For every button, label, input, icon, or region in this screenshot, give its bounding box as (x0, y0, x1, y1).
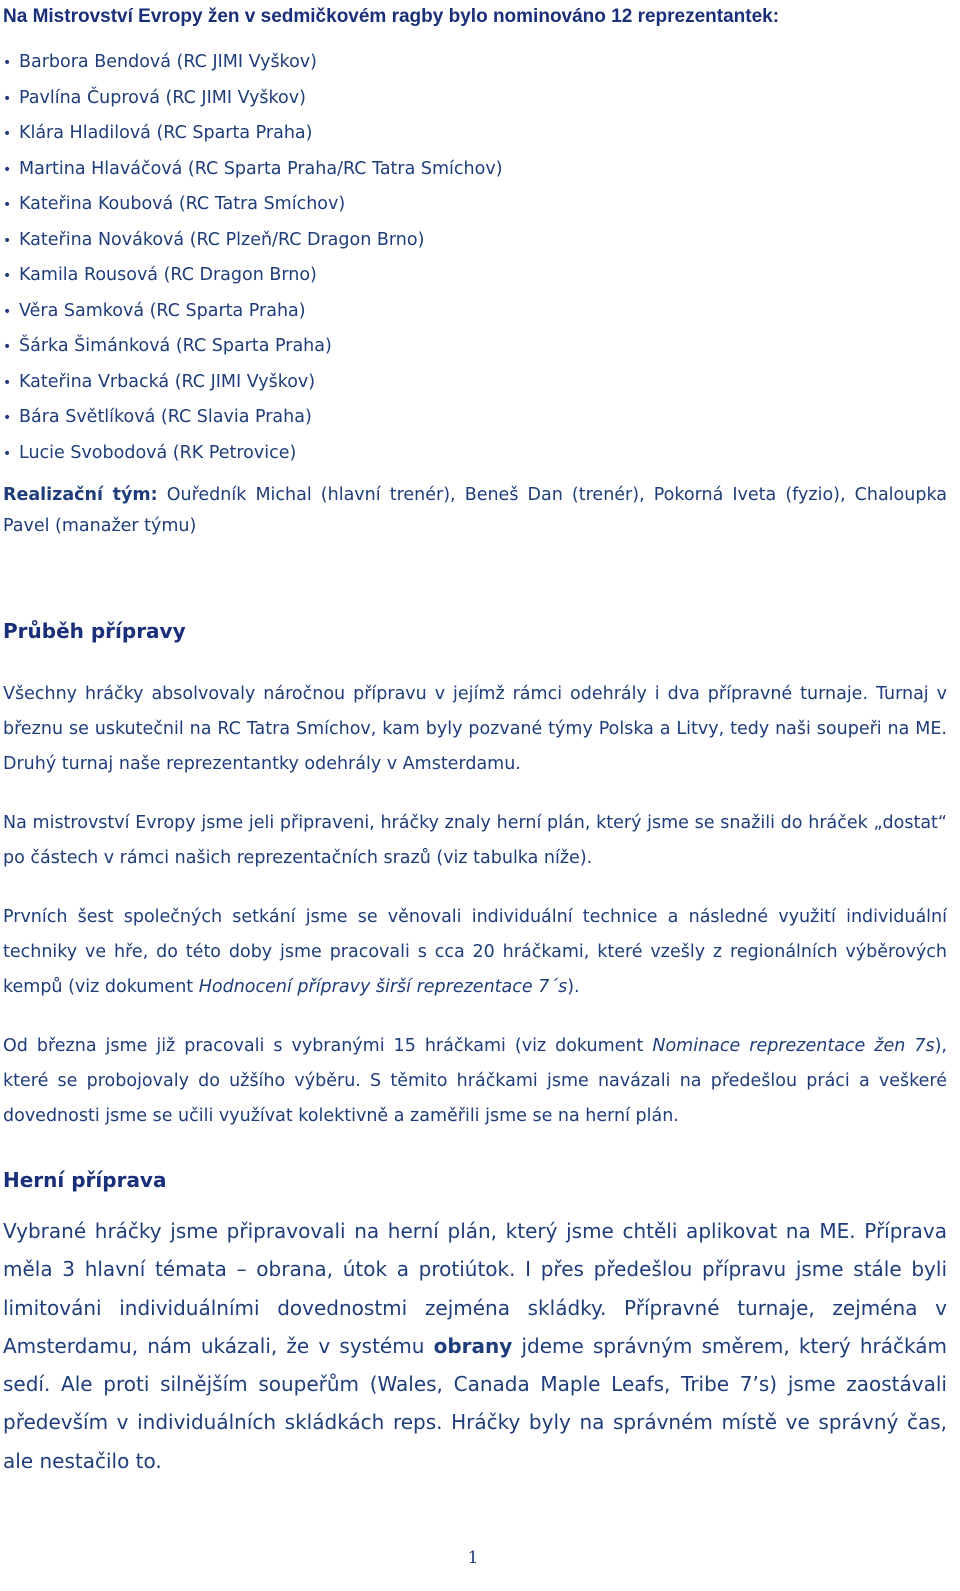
player-name: Kateřina Vrbacká (RC JIMI Vyškov) (19, 371, 316, 392)
bullet-icon: • (3, 197, 12, 213)
player-name: Pavlína Čuprová (RC JIMI Vyškov) (19, 87, 306, 108)
bullet-icon: • (3, 232, 12, 249)
player-name: Věra Samková (RC Sparta Praha) (19, 300, 306, 321)
list-item (3, 261, 503, 297)
player-name: Barbora Bendová (RC JIMI Vyškov) (19, 52, 317, 72)
player-name: Kateřina Nováková (RC Plzeň/RC Dragon Brno) (19, 229, 425, 250)
list-item (3, 119, 503, 155)
page-number: 1 (467, 1548, 479, 1568)
bullet-icon: • (3, 90, 12, 107)
game-prep-text: Vybrané hráčky jsme připravovali na herní plán, který jsme chtěli aplikovat na ME. Příprava měla 3 hlavní témata – obrana, útok a protiútok. I přes předešlou přípravu jsme stále byli limitováni individuálními dovednostmi zejména skládky. Přípravné turnaje, zejména v Amsterdamu, nám ukázali, že v systému (3, 1219, 947, 1358)
player-name: Martina Hlaváčová (RC Sparta Praha/RC Tatra Smíchov) (19, 158, 503, 179)
staff-text: Ouředník Michal (hlavní trenér), Beneš Dan (trenér), Pokorná Iveta (fyzio), Chaloupka Pavel (manažer týmu) (3, 485, 947, 536)
bullet-icon: • (3, 126, 12, 142)
document-reference: Nominace reprezentace žen 7s (652, 1036, 935, 1056)
list-item (3, 48, 503, 84)
game-prep-text-end: jdeme správným směrem, který hráčkám sedí. Ale proti silnějším soupeřům (Wales, Canada Maple Leafs, Tribe 7’s) jsme zaostávali především v individuálních skládkách reps. Hráčky byly na správném místě ve správný čas, ale nestačilo to. (3, 1333, 947, 1473)
paragraph-technique (3, 900, 947, 1005)
list-item (3, 226, 503, 262)
player-name: Klára Hladilová (RC Sparta Praha) (19, 123, 313, 143)
list-item (3, 84, 503, 120)
preparation-heading: Průběh přípravy (3, 619, 186, 643)
paragraph-game-prep (3, 1212, 947, 1480)
list-item (3, 439, 503, 475)
player-name: Bára Světlíková (RC Slavia Praha) (19, 407, 312, 427)
list-item (3, 368, 503, 404)
bullet-icon: • (3, 268, 12, 284)
bullet-icon: • (3, 55, 12, 71)
game-prep-heading: Herní příprava (3, 1168, 167, 1192)
list-item (3, 403, 503, 439)
list-item (3, 297, 503, 333)
list-item (3, 190, 503, 226)
selection-text: Od března jsme již pracovali s vybranými 15 hráčkami (viz dokument (3, 1036, 653, 1056)
player-name: Šárka Šimánková (RC Sparta Praha) (19, 336, 332, 356)
selection-text-end: ), které se probojovaly do užšího výběru. S těmito hráčkami jsme navázali na předešlou práci a veškeré dovednosti jsme se učili využívat kolektivně a zaměřili jsme se na herní plán. (3, 1036, 947, 1126)
staff-label: Realizační tým: (3, 485, 158, 505)
technique-text-end: ). (567, 977, 580, 997)
paragraph-readiness: Na mistrovství Evropy jsme jeli připraveni, hráčky znaly herní plán, který jsme se snažili do hráček „dostat“ po částech v rámci našich reprezentačních srazů (viz tabulka níže). (3, 813, 947, 868)
paragraph-tournaments: Všechny hráčky absolvovaly náročnou přípravu v jejímž rámci odehrály i dva přípravné turnaje. Turnaj v březnu se uskutečnil na RC Tatra Smíchov, kam byly pozvané týmy Polska a Litvy, tedy naši soupeři na ME. Druhý turnaj naše reprezentantky odehrály v Amsterdamu. (3, 684, 947, 774)
list-item (3, 332, 503, 368)
bullet-icon: • (3, 374, 12, 391)
bullet-icon: • (3, 161, 12, 178)
emphasis-defense: obrany (433, 1333, 513, 1358)
player-name: Kateřina Koubová (RC Tatra Smíchov) (19, 194, 346, 214)
nomination-heading: Na Mistrovství Evropy žen v sedmičkovém ragby bylo nominováno 12 reprezentantek: (3, 6, 780, 27)
staff-paragraph (3, 480, 947, 542)
bullet-icon: • (3, 445, 12, 462)
paragraph-selection (3, 1029, 947, 1134)
player-name: Kamila Rousová (RC Dragon Brno) (19, 265, 317, 285)
player-name: Lucie Svobodová (RK Petrovice) (19, 442, 297, 463)
document-reference: Hodnocení přípravy širší reprezentace 7´s (198, 977, 568, 997)
bullet-icon: • (3, 339, 12, 355)
list-item (3, 155, 503, 191)
player-list (3, 48, 503, 474)
bullet-icon: • (3, 303, 12, 320)
bullet-icon: • (3, 410, 12, 426)
technique-text: Prvních šest společných setkání jsme se věnovali individuální technice a následné využití individuální techniky ve hře, do této doby jsme pracovali s cca 20 hráčkami, které vzešly z regionálních výběrových kempů (viz dokument (3, 907, 947, 997)
